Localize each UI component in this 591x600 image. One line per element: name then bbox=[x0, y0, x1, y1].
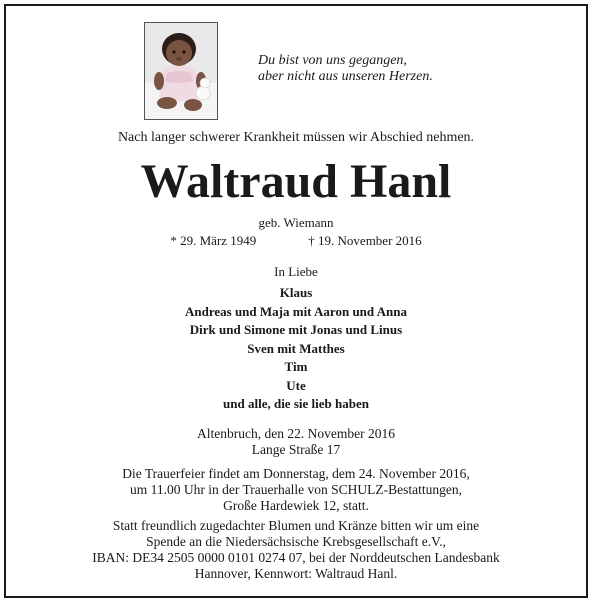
birth-name: geb. Wiemann bbox=[258, 215, 334, 230]
ceremony-line: um 11.00 Uhr in der Trauerhalle von SCHULZ-Bestattungen, bbox=[129, 482, 463, 497]
ceremony-line: Große Hardewiek 12, statt. bbox=[223, 498, 369, 513]
mourner-line: Dirk und Simone mit Jonas und Linus bbox=[189, 322, 403, 337]
donation-line: Statt freundlich zugedachter Blumen und Kränze bitten wir um eine bbox=[112, 518, 480, 533]
place-and-address bbox=[6, 426, 586, 458]
donation-line: Hannover, Kennwort: Waltraud Hanl. bbox=[194, 566, 398, 581]
birth-date: * 29. März 1949 bbox=[170, 233, 257, 248]
place-date: Altenbruch, den 22. November 2016 bbox=[197, 426, 395, 441]
memorial-quote bbox=[258, 53, 433, 85]
mourner-line: Klaus bbox=[279, 285, 313, 300]
in-love-label: In Liebe bbox=[274, 264, 318, 279]
donation-line: IBAN: DE34 2505 0000 0101 0274 07, bei der Norddeutschen Landesbank bbox=[92, 550, 500, 565]
mourner-line: Tim bbox=[284, 359, 308, 374]
address: Lange Straße 17 bbox=[251, 442, 341, 457]
donation-request bbox=[6, 518, 586, 582]
portrait-photo bbox=[144, 22, 218, 120]
mourner-line: Ute bbox=[286, 377, 306, 393]
mourners-list bbox=[6, 284, 586, 414]
quote-line: aber nicht aus unseren Herzen. bbox=[258, 69, 433, 84]
mourner-line: Andreas und Maja mit Aaron und Anna bbox=[184, 303, 408, 319]
ceremony-info bbox=[6, 466, 586, 514]
mourner-line: und alle, die sie lieb haben bbox=[223, 396, 369, 411]
baby-portrait-photo bbox=[145, 23, 217, 119]
ceremony-line: Die Trauerfeier findet am Donnerstag, dem 24. November 2016, bbox=[122, 466, 470, 481]
death-date: † 19. November 2016 bbox=[308, 233, 422, 248]
deceased-name: Waltraud Hanl bbox=[140, 155, 452, 208]
quote-line: Du bist von uns gegangen, bbox=[258, 53, 407, 68]
donation-line: Spende an die Niedersächsische Krebsgesellschaft e.V., bbox=[146, 534, 446, 549]
obituary-notice bbox=[4, 4, 588, 598]
intro-text: Nach langer schwerer Krankheit müssen wir Abschied nehmen. bbox=[117, 130, 475, 145]
mourner-line: Sven mit Matthes bbox=[247, 340, 345, 356]
life-dates bbox=[6, 233, 586, 249]
